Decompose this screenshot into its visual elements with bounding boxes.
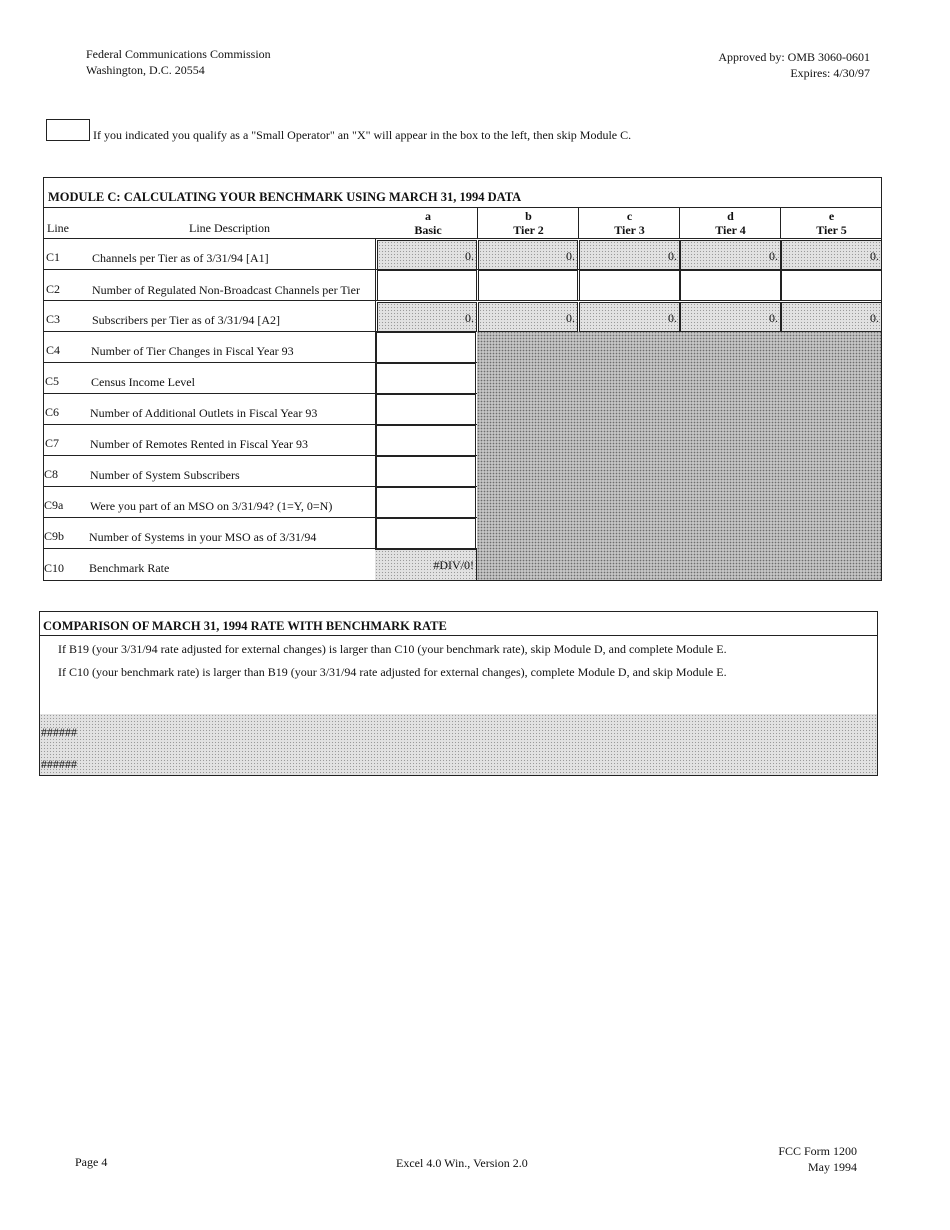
column-header-tier-4 [680, 209, 781, 237]
row-line-c1: C1 [46, 250, 61, 264]
row-desc-c8: Number of System Subscribers [90, 468, 240, 482]
row-desc-c3: Subscribers per Tier as of 3/31/94 [A2] [92, 313, 280, 327]
cell-c1-tier-3: 0. [579, 240, 680, 270]
row-desc-c1: Channels per Tier as of 3/31/94 [A1] [92, 251, 269, 265]
module-c-title: MODULE C: CALCULATING YOUR BENCHMARK USING MARCH 31, 1994 DATA [48, 190, 522, 204]
column-letter: c [626, 209, 633, 223]
column-letter: b [525, 209, 532, 223]
row-desc-c5: Census Income Level [91, 375, 195, 389]
cell-c10-benchmark-rate: #DIV/0! [375, 549, 477, 580]
column-header-tier-3 [579, 209, 680, 237]
column-header-tier-5 [781, 209, 882, 237]
cell-c4-basic[interactable] [376, 332, 476, 363]
comparison-result-area [40, 714, 877, 775]
row-desc-c10: Benchmark Rate [89, 561, 170, 575]
cell-c3-basic: 0. [377, 302, 477, 332]
cell-c1-tier-5: 0. [781, 240, 882, 270]
column-letter: e [828, 209, 835, 223]
cell-c3-tier-2: 0. [478, 302, 578, 332]
cell-c5-basic[interactable] [376, 363, 476, 394]
column-header-basic [378, 209, 478, 237]
row-line-c6: C6 [45, 405, 60, 419]
divider [578, 207, 579, 238]
small-operator-checkbox[interactable] [46, 119, 90, 141]
comparison-rule-1: If B19 (your 3/31/94 rate adjusted for external changes) is larger than C10 (your benchmark rate), skip Module D, and complete Module E. [58, 642, 727, 656]
row-line-c9a: C9a [44, 498, 64, 512]
divider [39, 635, 878, 636]
form-date: May 1994 [808, 1160, 857, 1174]
page-number: Page 4 [75, 1155, 108, 1169]
column-name: Tier 3 [614, 223, 645, 237]
row-desc-c9b: Number of Systems in your MSO as of 3/31/94 [89, 530, 317, 544]
divider [43, 238, 882, 239]
omb-approval: Approved by: OMB 3060-0601 [718, 50, 870, 64]
cell-c7-basic[interactable] [376, 425, 476, 456]
row-line-c8: C8 [44, 467, 59, 481]
form-id-block [720, 1143, 857, 1175]
row-line-c5: C5 [45, 374, 60, 388]
column-name: Basic [414, 223, 442, 237]
column-header-tier-2 [478, 209, 579, 237]
cell-c2-basic[interactable] [377, 270, 477, 301]
software-version: Excel 4.0 Win., Version 2.0 [396, 1156, 528, 1170]
column-letter: d [727, 209, 734, 223]
cell-c2-tier-2[interactable] [478, 270, 578, 301]
row-desc-c4: Number of Tier Changes in Fiscal Year 93 [91, 344, 294, 358]
column-header-description: Line Description [189, 221, 270, 235]
comparison-title: COMPARISON OF MARCH 31, 1994 RATE WITH BENCHMARK RATE [43, 619, 447, 633]
comparison-result-1: ###### [41, 725, 77, 739]
row-line-c4: C4 [46, 343, 61, 357]
cell-c3-tier-5: 0. [781, 302, 882, 332]
small-operator-note: If you indicated you qualify as a "Small Operator" an "X" will appear in the box to the left, then skip Module C. [93, 128, 632, 142]
cell-c1-tier-4: 0. [680, 240, 781, 270]
row-line-c3: C3 [46, 312, 61, 326]
column-letter: a [425, 209, 431, 223]
cell-c2-tier-3[interactable] [579, 270, 680, 301]
divider [43, 207, 882, 208]
approval-block [640, 49, 870, 81]
column-name: Tier 2 [513, 223, 544, 237]
row-line-c2: C2 [46, 282, 61, 296]
row-desc-c2: Number of Regulated Non-Broadcast Channels per Tier [92, 283, 360, 297]
unused-area [477, 331, 881, 580]
column-header-line: Line [47, 221, 69, 235]
row-desc-c6: Number of Additional Outlets in Fiscal Year 93 [90, 406, 318, 420]
cell-c1-basic: 0. [377, 240, 477, 270]
row-line-c7: C7 [45, 436, 60, 450]
agency-name: Federal Communications Commission [86, 47, 271, 61]
agency-address: Washington, D.C. 20554 [86, 63, 205, 77]
cell-c3-tier-3: 0. [579, 302, 680, 332]
column-name: Tier 4 [715, 223, 746, 237]
cell-c2-tier-5[interactable] [781, 270, 882, 301]
agency-block [86, 46, 271, 78]
cell-c1-tier-2: 0. [478, 240, 578, 270]
row-line-c9b: C9b [44, 529, 65, 543]
divider [780, 207, 781, 238]
cell-c6-basic[interactable] [376, 394, 476, 425]
comparison-result-2: ###### [41, 757, 77, 771]
cell-c9a-basic[interactable] [376, 487, 476, 518]
cell-c3-tier-4: 0. [680, 302, 781, 332]
cell-c2-tier-4[interactable] [680, 270, 781, 301]
cell-c9b-basic[interactable] [376, 518, 476, 549]
row-line-c10: C10 [44, 561, 65, 575]
row-desc-c7: Number of Remotes Rented in Fiscal Year 93 [90, 437, 308, 451]
row-desc-c9a: Were you part of an MSO on 3/31/94? (1=Y, 0=N) [90, 499, 333, 513]
expiration-date: Expires: 4/30/97 [790, 66, 870, 80]
divider [679, 207, 680, 238]
form-number: FCC Form 1200 [778, 1144, 857, 1158]
comparison-rule-2: If C10 (your benchmark rate) is larger than B19 (your 3/31/94 rate adjusted for external changes), complete Module D, and skip Module E. [58, 665, 727, 679]
column-name: Tier 5 [816, 223, 847, 237]
cell-c8-basic[interactable] [376, 456, 476, 487]
divider [477, 207, 478, 238]
